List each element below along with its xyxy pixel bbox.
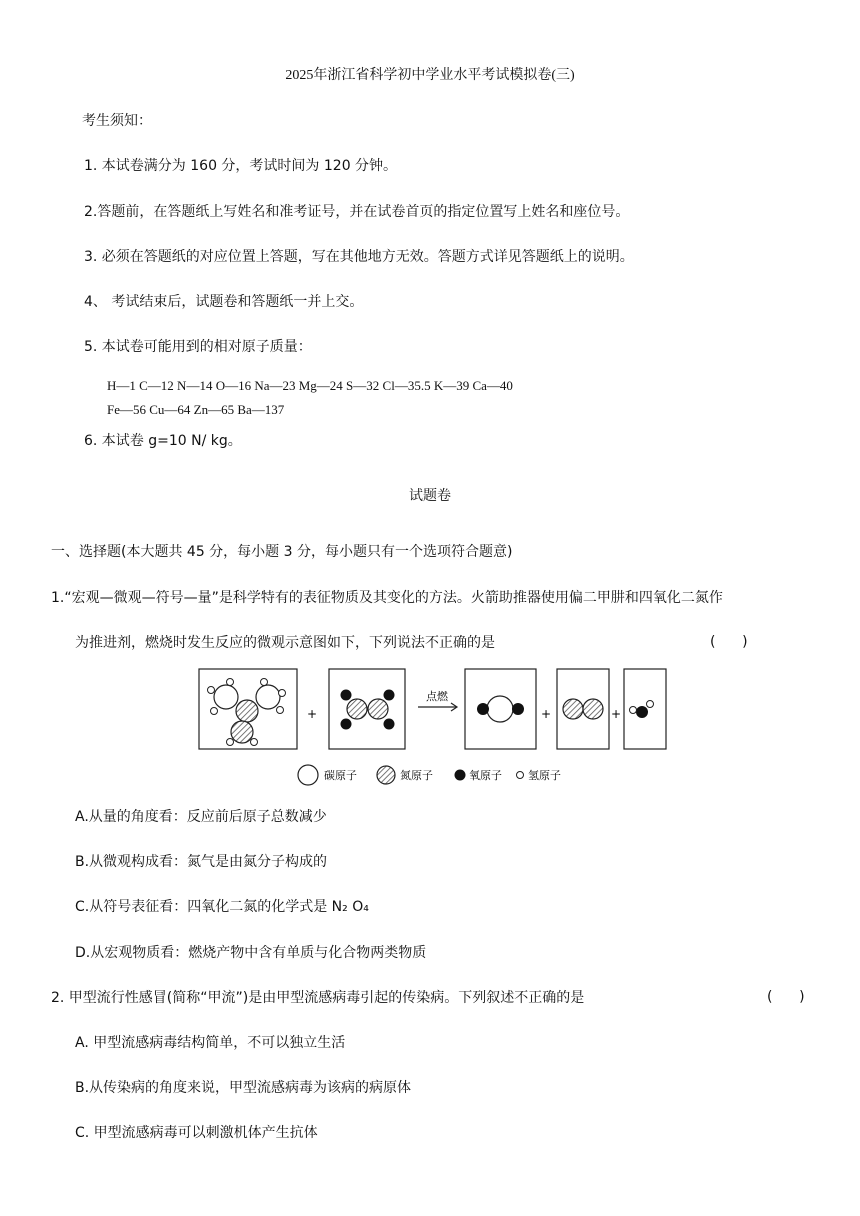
oxygen-atom-icon <box>636 706 648 718</box>
nitrogen-atom-icon <box>347 699 367 719</box>
carbon-atom-icon <box>256 685 280 709</box>
legend-hydrogen: 氢原子 <box>528 769 561 782</box>
oxygen-legend-icon <box>455 770 466 781</box>
carbon-atom-icon <box>487 696 513 722</box>
nitrogen-atom-icon <box>231 721 253 743</box>
question-2-option-b: B.从传染病的角度来说，甲型流感病毒为该病的病原体 <box>75 1080 412 1096</box>
question-1-option-b: B.从微观构成看：氮气是由氮分子构成的 <box>75 854 328 870</box>
oxygen-atom-icon <box>477 703 489 715</box>
reactant-molecule-1-box <box>199 669 297 749</box>
hydrogen-atom-icon <box>251 739 258 746</box>
notice-item-6: 6. 本试卷 g=10 N/ kg。 <box>84 433 242 449</box>
nitrogen-atom-icon <box>583 699 603 719</box>
oxygen-atom-icon <box>384 719 395 730</box>
notice-item-1: 1. 本试卷满分为 160 分，考试时间为 120 分钟。 <box>84 158 398 174</box>
plus-sign-2: + <box>540 707 552 721</box>
carbon-atom-icon <box>214 685 238 709</box>
nitrogen-legend-icon <box>377 766 395 784</box>
notice-item-4: 4、 考试结束后，试题卷和答题纸一并上交。 <box>84 294 364 310</box>
nitrogen-atom-icon <box>368 699 388 719</box>
plus-sign-1: + <box>306 707 318 721</box>
notice-item-5: 5. 本试卷可能用到的相对原子质量： <box>84 339 312 355</box>
question-2-option-c: C. 甲型流感病毒可以刺激机体产生抗体 <box>75 1125 318 1141</box>
notice-heading: 考生须知： <box>82 113 152 129</box>
question-1-stem-line-2: 为推进剂，燃烧时发生反应的微观示意图如下，下列说法不正确的是 <box>75 635 495 651</box>
notice-item-2: 2.答题前，在答题纸上写姓名和准考证号，并在试卷首页的指定位置写上姓名和座位号。 <box>84 204 630 220</box>
hydrogen-atom-icon <box>647 701 654 708</box>
plus-sign-3: + <box>610 707 622 721</box>
oxygen-atom-icon <box>341 719 352 730</box>
reaction-diagram <box>190 662 670 790</box>
question-1-option-d: D.从宏观物质看：燃烧产物中含有单质与化合物两类物质 <box>75 945 427 961</box>
question-2-stem: 2. 甲型流行性感冒(简称“甲流”)是由甲型流感病毒引起的传染病。下列叙述不正确的是 <box>51 990 585 1006</box>
exam-title: 2025年浙江省科学初中学业水平考试模拟卷(三) <box>285 68 575 83</box>
hydrogen-legend-icon <box>517 772 524 779</box>
question-2-option-a: A. 甲型流感病毒结构简单，不可以独立生活 <box>75 1035 346 1051</box>
hydrogen-atom-icon <box>261 679 268 686</box>
question-1-option-a: A.从量的角度看：反应前后原子总数减少 <box>75 809 327 825</box>
atom-legend <box>298 765 561 785</box>
hydrogen-atom-icon <box>227 679 234 686</box>
question-1-stem-line-1: 1.“宏观—微观—符号—量”是科学特有的表征物质及其变化的方法。火箭助推器使用偏二甲肼和四氧化二氮作 <box>51 590 723 606</box>
arrow-label: 点燃 <box>426 690 448 703</box>
section-heading: 一、选择题(本大题共 45 分，每小题 3 分，每小题只有一个选项符合题意) <box>51 544 513 560</box>
section-label: 试题卷 <box>409 488 451 504</box>
legend-oxygen: 氧原子 <box>469 769 502 782</box>
hydrogen-atom-icon <box>208 687 215 694</box>
notice-item-3: 3. 必须在答题纸的对应位置上答题，写在其他地方无效。答题方式详见答题纸上的说明。 <box>84 249 634 265</box>
product-molecule-3-box <box>624 669 666 749</box>
nitrogen-atom-icon <box>563 699 583 719</box>
oxygen-atom-icon <box>341 690 352 701</box>
hydrogen-atom-icon <box>227 739 234 746</box>
reactant-molecule-2-box <box>329 669 405 749</box>
carbon-legend-icon <box>298 765 318 785</box>
nitrogen-atom-icon <box>236 700 258 722</box>
hydrogen-atom-icon <box>277 707 284 714</box>
product-molecule-2-box <box>557 669 609 749</box>
legend-carbon: 碳原子 <box>324 769 357 782</box>
question-1-option-c: C.从符号表征看：四氧化二氮的化学式是 N₂ O₄ <box>75 899 369 915</box>
question-2-answer-bracket: ( ) <box>767 989 805 1005</box>
oxygen-atom-icon <box>384 690 395 701</box>
atomic-masses-line-1: H—1 C—12 N—14 O—16 Na—23 Mg—24 S—32 Cl—35.5 K—39 Ca—40 <box>107 378 513 393</box>
oxygen-atom-icon <box>512 703 524 715</box>
question-1-answer-bracket: ( ) <box>710 634 748 650</box>
product-molecule-1-box <box>465 669 536 749</box>
hydrogen-atom-icon <box>630 707 637 714</box>
hydrogen-atom-icon <box>279 690 286 697</box>
legend-nitrogen: 氮原子 <box>400 769 433 782</box>
atomic-masses-line-2: Fe—56 Cu—64 Zn—65 Ba—137 <box>107 402 285 417</box>
hydrogen-atom-icon <box>211 708 218 715</box>
